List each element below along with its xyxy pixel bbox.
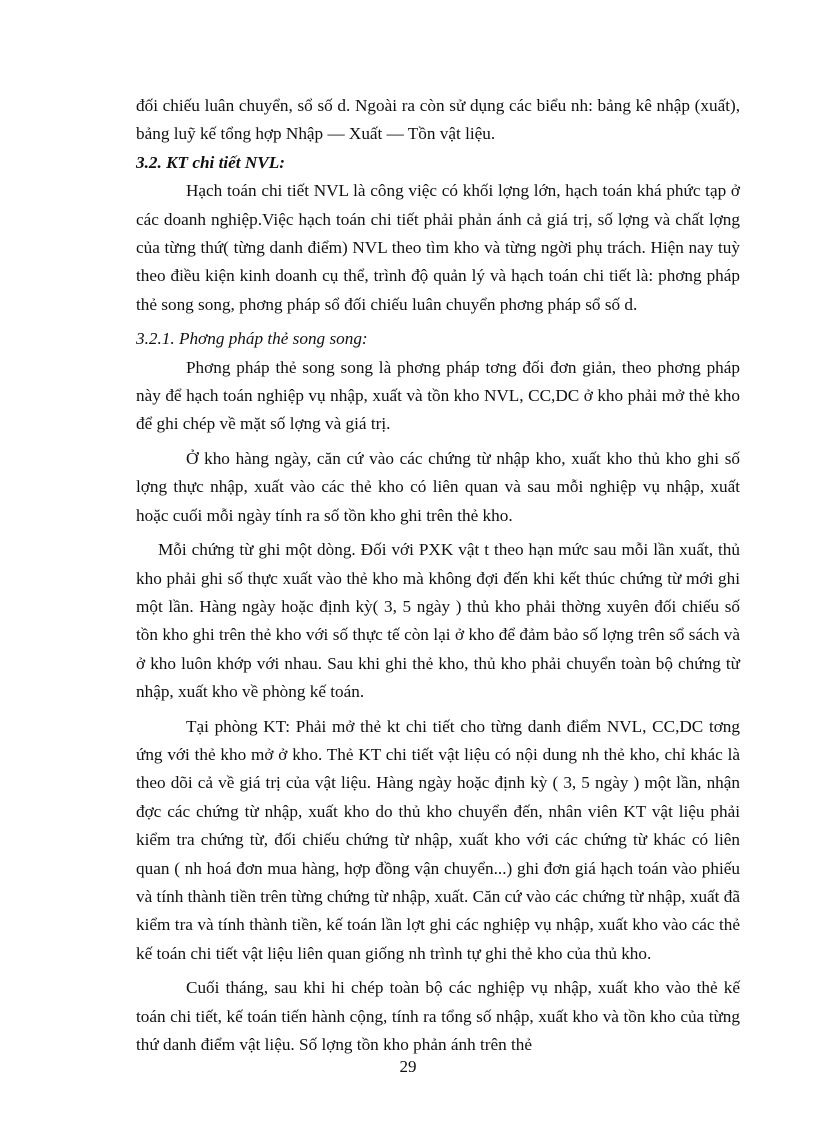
paragraph-method: Phơng pháp thẻ song song là phơng pháp tơng đối đơn giản, theo phơng pháp này để hạch toán nghiệp vụ nhập, xuất và tồn kho NVL, CC,DC ở kho phải mở thẻ kho để ghi chép về mặt số lợng và giá trị. [136,357,740,434]
subsection-heading: 3.2.1. Phơng pháp thẻ song song: [136,329,368,349]
paragraph-overview: Hạch toán chi tiết NVL là công việc có khối lợng lớn, hạch toán khá phức tạp ở các doanh nghiệp.Việc hạch toán chi tiết phải phản ánh cả giá trị, số lợng và chất lợng của từng thứ( từng danh điểm) NVL theo tìm kho và từng ngời phụ trách. Hiện nay tuỳ theo điều kiện kinh doanh cụ thể, trình độ quản lý và hạch toán chi tiết là: phơng pháp thẻ song song, phơng pháp sổ đối chiếu luân chuyển phơng pháp sổ số d. [136,181,740,314]
paragraph-warehouse: Ở kho hàng ngày, căn cứ vào các chứng từ nhập kho, xuất kho thủ kho ghi số lợng thực nhập, xuất vào các thẻ kho có liên quan và sau mỗi nghiệp vụ nhập, xuất hoặc cuối mỗi ngày tính ra số tồn kho ghi trên thẻ kho. [136,448,740,525]
paragraph-month-end: Cuối tháng, sau khi hi chép toàn bộ các nghiệp vụ nhập, xuất kho vào thẻ kế toán chi tiết, kế toán tiến hành cộng, tính ra tổng số nhập, xuất kho và tồn kho của từng thứ danh điểm vật liệu. Số lợng tồn kho phản ánh trên thẻ [136,978,740,1054]
paragraph-accounting-room: Tại phòng KT: Phải mở thẻ kt chi tiết cho từng danh điểm NVL, CC,DC tơng ứng với thẻ kho mở ở kho. Thẻ KT chi tiết vật liệu có nội dung nh thẻ kho, chỉ khác là theo dõi cả về giá trị của vật liệu. Hàng ngày hoặc định kỳ ( 3, 5 ngày ) một lần, nhận đợc các chứng từ nhập, xuất kho do thủ kho chuyển đến, nhân viên KT vật liệu phải kiểm tra chứng từ, đối chiếu chứng từ nhập, xuất kho với các chứng từ khác có liên quan ( nh hoá đơn mua hàng, hợp đồng vận chuyển...) ghi đơn giá hạch toán vào phiếu và tính thành tiền trên từng chứng từ nhập, xuất. Căn cứ vào các chứng từ nhập, xuất đã kiểm tra và tính thành tiền, kế toán lần lợt ghi các nghiệp vụ nhập, xuất kho vào các thẻ kế toán chi tiết vật liệu liên quan giống nh trình tự ghi thẻ kho của thủ kho. [136,716,740,963]
page-body [136,92,740,1059]
paragraph-document-lines: Mỗi chứng từ ghi một dòng. Đối với PXK vật t theo hạn mức sau mỗi lần xuất, thủ kho phải ghi số thực xuất vào thẻ kho mà không đợi đến khi kết thúc chứng từ mới ghi một lần. Hàng ngày hoặc định kỳ( 3, 5 ngày ) thủ kho phải thờng xuyên đối chiếu số tồn kho ghi trên thẻ kho với số thực tế còn lại ở kho để đảm bảo số lợng trên sổ sách và ở kho luôn khớp với nhau. Sau khi ghi thẻ kho, thủ kho phải chuyển toàn bộ chứng từ nhập, xuất kho về phòng kế toán. [136,540,740,702]
paragraph-intro: đối chiếu luân chuyển, sổ số d. Ngoài ra còn sử dụng các biểu nh: bảng kê nhập (xuất), bảng luỹ kế tổng hợp Nhập — Xuất — Tồn vật liệu. [136,96,740,144]
page-number: 29 [399,1057,417,1076]
section-heading: 3.2. KT chi tiết NVL: [136,152,285,172]
